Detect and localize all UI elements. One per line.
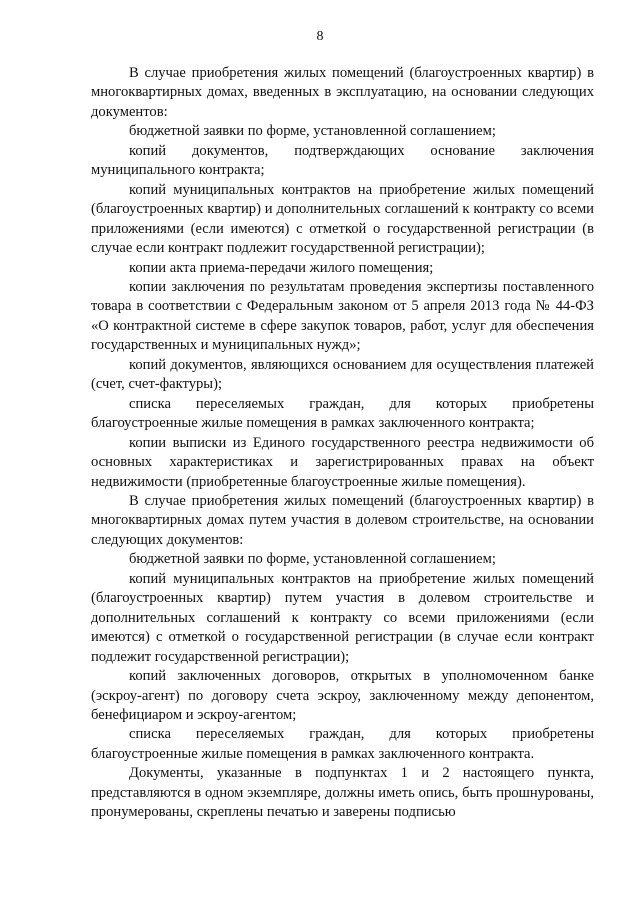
paragraph-submission-requirements: Документы, указанные в подпунктах 1 и 2 настоящего пункта, представляются в одном экземпляре, должны иметь опись, быть прошнурованы, пронумерованы, скреплены печатью и заверены подписью	[91, 765, 594, 821]
paragraph-municipal-contracts: копий муниципальных контрактов на приобретение жилых помещений (благоустроенных квартир) и дополнительных соглашений к контракту со всеми приложениями (если имеются) с отметкой о государственной регистрации (в случае если контракт подлежит государственной регистрации);	[91, 181, 594, 257]
paragraph-registry-extract: копии выписки из Единого государственного реестра недвижимости об основных характеристиках и зарегистрированных правах на объект недвижимости (приобретенные благоустроенные жилые помещения).	[91, 434, 594, 490]
paragraph-contract-basis: копий документов, подтверждающих основание заключения муниципального контракта;	[91, 142, 594, 179]
paragraph-payment-docs: копий документов, являющихся основанием для осуществления платежей (счет, счет-фактуры);	[91, 356, 594, 393]
paragraph-acceptance-act: копии акта приема-передачи жилого помещения;	[129, 259, 434, 276]
paragraph-budget-request-2: бюджетной заявки по форме, установленной соглашением;	[129, 551, 496, 568]
paragraph-expertise: копии заключения по результатам проведения экспертизы поставленного товара в соответствии с Федеральным законом от 5 апреля 2013 года № 44-ФЗ «О контрактной системе в сфере закупок товаров, работ, услуг для обеспечения государственных и муниципальных нужд»;	[91, 278, 594, 354]
paragraph-budget-request: бюджетной заявки по форме, установленной соглашением;	[129, 123, 496, 140]
paragraph-shared-construction-contracts: копий муниципальных контрактов на приобретение жилых помещений (благоустроенных квартир) путем участия в долевом строительстве и дополнительных соглашений к контракту со всеми приложениями (если имеются) с отметкой о государственной регистрации (в случае если контракт подлежит государственной регистрации);	[91, 570, 594, 665]
paragraph-purchase-intro: В случае приобретения жилых помещений (благоустроенных квартир) в многоквартирных домах, введенных в эксплуатацию, на основании следующих документов:	[91, 65, 594, 120]
document-body	[91, 64, 594, 823]
paragraph-shared-construction-intro: В случае приобретения жилых помещений (благоустроенных квартир) в многоквартирных домах путем участия в долевом строительстве, на основании следующих документов:	[91, 492, 594, 548]
paragraph-citizens-list-2: списка переселяемых граждан, для которых приобретены благоустроенные жилые помещения в рамках заключенного контракта.	[91, 726, 594, 762]
page-number: 8	[316, 29, 324, 44]
paragraph-escrow-agreements: копий заключенных договоров, открытых в уполномоченном банке (эскроу-агент) по договору счета эскроу, заключенному между депонентом, бенефициаром и эскроу-агентом;	[91, 668, 594, 723]
paragraph-citizens-list: списка переселяемых граждан, для которых приобретены благоустроенные жилые помещения в рамках заключенного контракта;	[91, 395, 594, 432]
